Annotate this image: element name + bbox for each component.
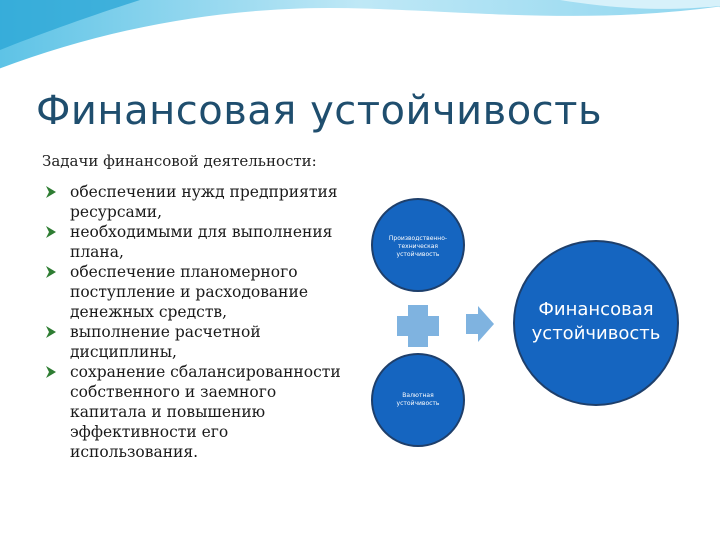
list-item-text: выполнение расчетной дисциплины, <box>70 323 261 361</box>
section-subtitle: Задачи финансовой деятельности: <box>42 152 317 170</box>
production-stability-label: Производственно-техническая устойчивость <box>388 235 448 258</box>
financial-stability-label: Финансовая устойчивость <box>531 299 661 344</box>
plus-icon <box>397 305 439 347</box>
list-item-text: сохранение сбалансированности собственного и заемного капитала и повышению эффективности его использования. <box>70 363 341 461</box>
currency-stability-label: Валютная устойчивость <box>396 392 440 407</box>
list-item-text: обеспечении нужд предприятия ресурсами, <box>70 183 338 221</box>
arrow-right-icon <box>466 306 494 342</box>
page-title: Финансовая устойчивость <box>36 88 603 134</box>
list-item-text: необходимыми для выполнения плана, <box>70 223 333 261</box>
list-item-text: обеспечение планомерного поступление и расходование денежных средств, <box>70 263 309 321</box>
